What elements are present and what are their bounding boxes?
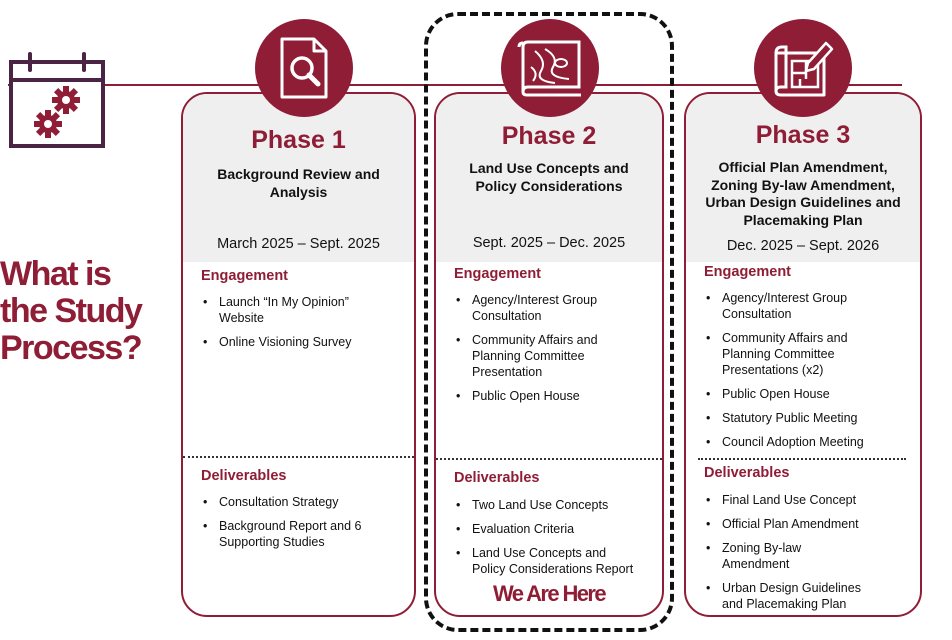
blueprint-pencil-icon: [772, 39, 834, 97]
phase-3-card: [684, 92, 922, 617]
engagement-list: [199, 294, 406, 358]
title-line: Process?: [0, 329, 142, 367]
list-item: • Public Open House: [452, 388, 654, 404]
phase-title: Phase 3: [755, 121, 851, 149]
list-item: • Consultation Strategy: [199, 494, 406, 510]
deliverables-list: [199, 494, 406, 558]
list-item: • Online Visioning Survey: [199, 334, 406, 350]
list-item: • Launch “In My Opinion” Website: [199, 294, 406, 326]
phase-dates: Sept. 2025 – Dec. 2025: [472, 235, 626, 251]
list-item: • Public Open House: [702, 386, 912, 402]
calendar-gears-icon: [8, 52, 106, 150]
engagement-list: [702, 290, 912, 458]
engagement-heading: Engagement: [704, 264, 792, 280]
list-item: • Community Affairs and Planning Committee Presentations (x2): [702, 330, 912, 378]
list-item: • Agency/Interest Group Consultation: [452, 292, 654, 324]
section-divider: [698, 458, 906, 460]
phase-title: Phase 2: [501, 122, 597, 150]
title-line: What is: [0, 255, 111, 293]
subtitle-line: Urban Design Guidelines and: [705, 194, 901, 210]
subtitle-line: Policy Considerations: [475, 178, 623, 194]
phase-1-card: [181, 92, 416, 617]
document-search-icon: [276, 36, 332, 100]
list-item: • Final Land Use Concept: [702, 492, 912, 508]
list-item: • Zoning By-law Amendment: [702, 540, 912, 572]
subtitle-line: Analysis: [269, 184, 328, 200]
phase-1-badge: [255, 19, 353, 117]
list-item: • Two Land Use Concepts: [452, 497, 654, 513]
deliverables-list: [702, 492, 912, 617]
current-phase-highlight: [424, 12, 674, 632]
list-item: • Background Report and 6 Supporting Studies: [199, 518, 406, 550]
list-item: • Agency/Interest Group Consultation: [702, 290, 912, 322]
phase-subtitle: [696, 159, 910, 229]
list-item: • Urban Design Guidelines and Placemaking Plan: [702, 580, 912, 612]
phase-dates: March 2025 – Sept. 2025: [217, 236, 380, 252]
list-item: • Land Use Concepts and Policy Considerations Report: [452, 545, 654, 577]
list-item: • Evaluation Criteria: [452, 521, 654, 537]
section-divider: [183, 456, 414, 458]
page-title: [0, 256, 200, 367]
subtitle-line: Placemaking Plan: [743, 211, 863, 228]
phase-subtitle: [193, 165, 404, 201]
subtitle-line: Official Plan Amendment,: [718, 159, 888, 175]
list-item: • Statutory Public Meeting: [702, 410, 912, 426]
deliverables-heading: Deliverables: [201, 468, 287, 484]
list-item: • Council Adoption Meeting: [702, 434, 912, 450]
phase-3-badge: [754, 19, 852, 117]
deliverables-heading: Deliverables: [704, 465, 790, 481]
subtitle-line: Zoning By-law Amendment,: [711, 176, 895, 193]
engagement-heading: Engagement: [454, 266, 542, 282]
subtitle-line: Land Use Concepts and: [469, 160, 629, 176]
we-are-here-label: We Are Here: [492, 581, 605, 606]
title-line: the Study: [0, 292, 142, 330]
phase-dates: Dec. 2025 – Sept. 2026: [726, 238, 880, 254]
subtitle-line: Background Review and: [217, 166, 380, 182]
engagement-heading: Engagement: [201, 268, 289, 284]
list-item: • Community Affairs and Planning Committee Presentation: [452, 332, 654, 380]
deliverables-heading: Deliverables: [454, 470, 540, 486]
list-item: • Official Plan Amendment: [702, 516, 912, 532]
phase-title: Phase 1: [251, 126, 346, 154]
